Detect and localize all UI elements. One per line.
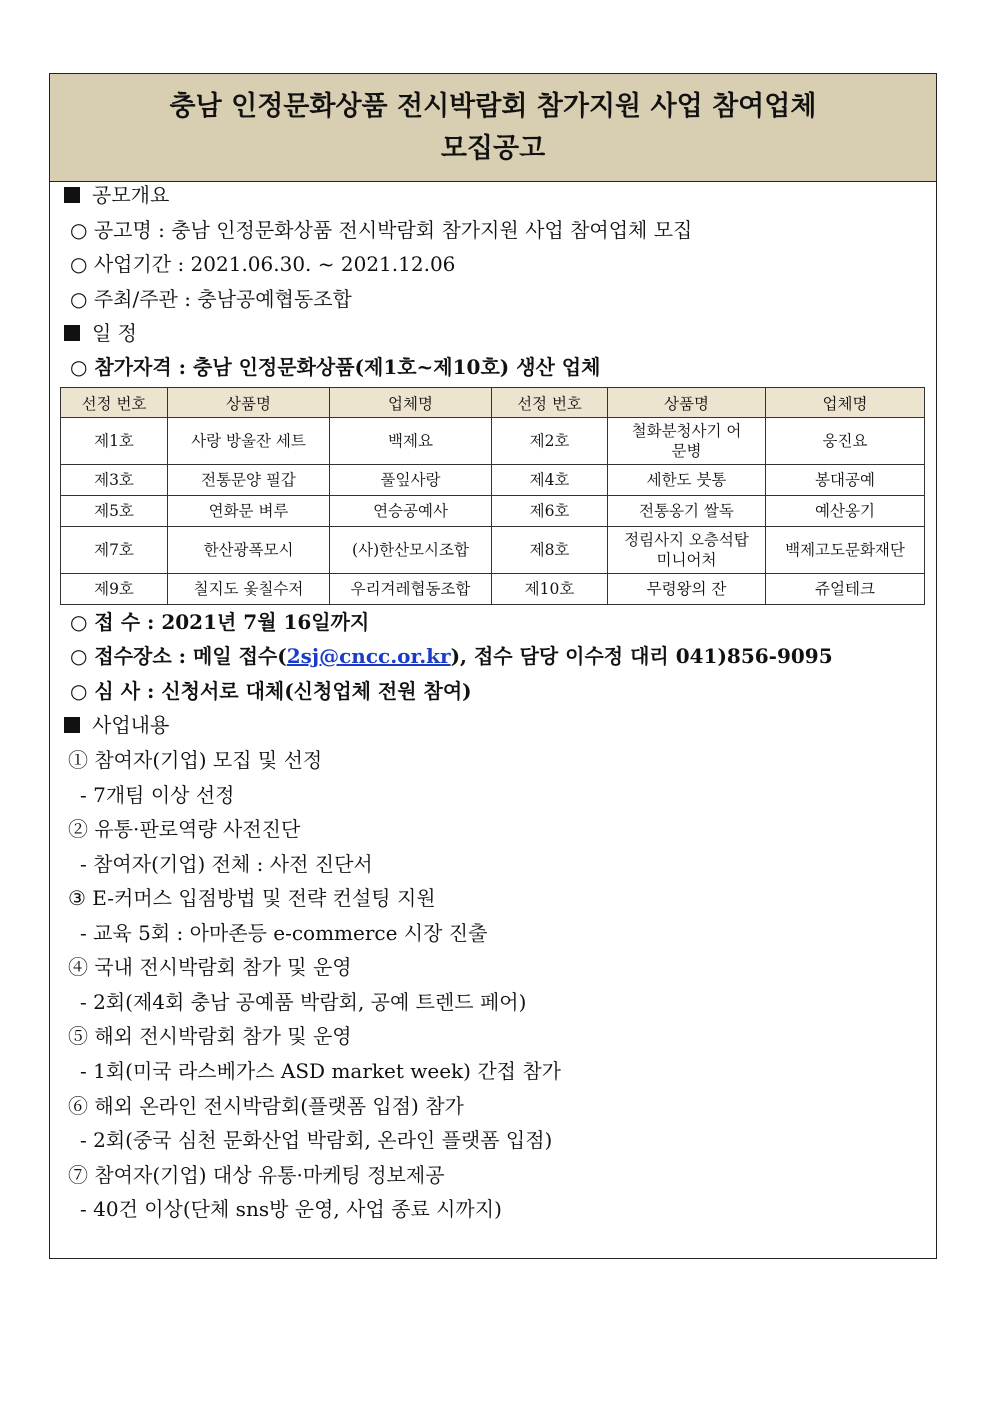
business-item-title: ① 참여자(기업) 모집 및 선정	[68, 748, 323, 772]
table-row	[61, 418, 925, 465]
section-overview-heading: 공모개요	[64, 181, 169, 209]
white-circle-icon: ○	[70, 679, 88, 703]
table-cell: 제6호	[492, 496, 608, 527]
col-header: 선정 번호	[492, 388, 608, 418]
business-item-title: ⑤ 해외 전시박람회 참가 및 운영	[68, 1024, 352, 1048]
table-cell: 백제고도문화재단	[766, 527, 925, 574]
white-circle-icon: ○	[70, 287, 88, 311]
overview-item: ○ 주최/주관 : 충남공예협동조합	[70, 287, 352, 311]
review-line: ○ 심 사 : 신청서로 대체(신청업체 전원 참여)	[70, 679, 472, 703]
table-cell: 봉대공예	[766, 465, 925, 496]
page-title-line2: 모집공고	[440, 133, 546, 164]
contact-email-link[interactable]: 2sj@cncc.or.kr	[286, 644, 451, 668]
selection-table	[60, 387, 925, 605]
business-item-detail: - 2회(중국 심천 문화산업 박람회, 온라인 플랫폼 입점)	[80, 1128, 553, 1152]
white-circle-icon: ○	[70, 218, 88, 242]
col-header: 상품명	[168, 388, 330, 418]
table-cell: (사)한산모시조합	[330, 527, 492, 574]
business-item-detail: - 참여자(기업) 전체 : 사전 진단서	[80, 852, 373, 876]
table-cell: 쥬얼테크	[766, 574, 925, 605]
table-cell: 전통옹기 쌀독	[608, 496, 766, 527]
business-item-title: ⑥ 해외 온라인 전시박람회(플랫폼 입점) 참가	[68, 1094, 464, 1118]
black-square-icon	[64, 325, 80, 341]
table-cell: 제5호	[61, 496, 168, 527]
table-cell: 세한도 붓통	[608, 465, 766, 496]
table-header-row	[61, 388, 925, 418]
receipt-place-line: ○ 접수장소 : 메일 접수(2sj@cncc.or.kr), 접수 담당 이수정 대리 041)856-9095	[70, 644, 833, 668]
table-cell: 사랑 방울잔 세트	[168, 418, 330, 465]
business-item-detail: - 40건 이상(단체 sns방 운영, 사업 종료 시까지)	[80, 1197, 502, 1221]
table-cell: 백제요	[330, 418, 492, 465]
table-cell: 예산옹기	[766, 496, 925, 527]
business-item-title: ③ E-커머스 입점방법 및 전략 컨설팅 지원	[68, 886, 436, 910]
white-circle-icon: ○	[70, 355, 88, 379]
table-cell: 제8호	[492, 527, 608, 574]
col-header: 상품명	[608, 388, 766, 418]
table-cell: 웅진요	[766, 418, 925, 465]
table-row	[61, 465, 925, 496]
table-row	[61, 527, 925, 574]
table-cell: 우리겨레협동조합	[330, 574, 492, 605]
section-business-heading: 사업내용	[64, 711, 169, 739]
table-cell: 제2호	[492, 418, 608, 465]
white-circle-icon: ○	[70, 610, 88, 634]
table-cell: 한산광폭모시	[168, 527, 330, 574]
col-header: 선정 번호	[61, 388, 168, 418]
table-cell: 전통문양 필갑	[168, 465, 330, 496]
business-item-title: ④ 국내 전시박람회 참가 및 운영	[68, 955, 352, 979]
black-square-icon	[64, 717, 80, 733]
overview-item: ○ 공고명 : 충남 인정문화상품 전시박람회 참가지원 사업 참여업체 모집	[70, 218, 693, 242]
receipt-line: ○ 접 수 : 2021년 7월 16일까지	[70, 610, 370, 634]
table-cell: 연승공예사	[330, 496, 492, 527]
table-cell: 연화문 벼루	[168, 496, 330, 527]
business-item-detail: - 1회(미국 라스베가스 ASD market week) 간접 참가	[80, 1059, 561, 1083]
black-square-icon	[64, 187, 80, 203]
business-item-title: ② 유통·판로역량 사전진단	[68, 817, 301, 841]
table-cell: 정림사지 오층석탑 미니어처	[608, 527, 766, 574]
table-cell: 제9호	[61, 574, 168, 605]
business-item-detail: - 교육 5회 : 아마존등 e-commerce 시장 진출	[80, 921, 488, 945]
business-item-detail: - 2회(제4회 충남 공예품 박람회, 공예 트렌드 페어)	[80, 990, 527, 1014]
white-circle-icon: ○	[70, 644, 88, 668]
business-item-title: ⑦ 참여자(기업) 대상 유통·마케팅 정보제공	[68, 1163, 445, 1187]
section-schedule-heading: 일 정	[64, 319, 137, 347]
col-header: 업체명	[330, 388, 492, 418]
table-row	[61, 574, 925, 605]
table-cell: 제3호	[61, 465, 168, 496]
white-circle-icon: ○	[70, 252, 88, 276]
page-title-line1: 충남 인정문화상품 전시박람회 참가지원 사업 참여업체	[169, 91, 817, 122]
table-cell: 무령왕의 잔	[608, 574, 766, 605]
business-item-detail: - 7개팀 이상 선정	[80, 783, 235, 807]
table-cell: 풀잎사랑	[330, 465, 492, 496]
title-banner	[50, 74, 936, 182]
table-cell: 제1호	[61, 418, 168, 465]
eligibility-line: ○ 참가자격 : 충남 인정문화상품(제1호~제10호) 생산 업체	[70, 355, 601, 379]
col-header: 업체명	[766, 388, 925, 418]
table-cell: 칠지도 옻칠수저	[168, 574, 330, 605]
table-cell: 제7호	[61, 527, 168, 574]
table-cell: 제4호	[492, 465, 608, 496]
table-row	[61, 496, 925, 527]
notice-frame	[49, 73, 937, 1259]
table-cell: 제10호	[492, 574, 608, 605]
overview-item: ○ 사업기간 : 2021.06.30. ~ 2021.12.06	[70, 252, 456, 276]
table-cell: 철화분청사기 어문병	[608, 418, 766, 465]
